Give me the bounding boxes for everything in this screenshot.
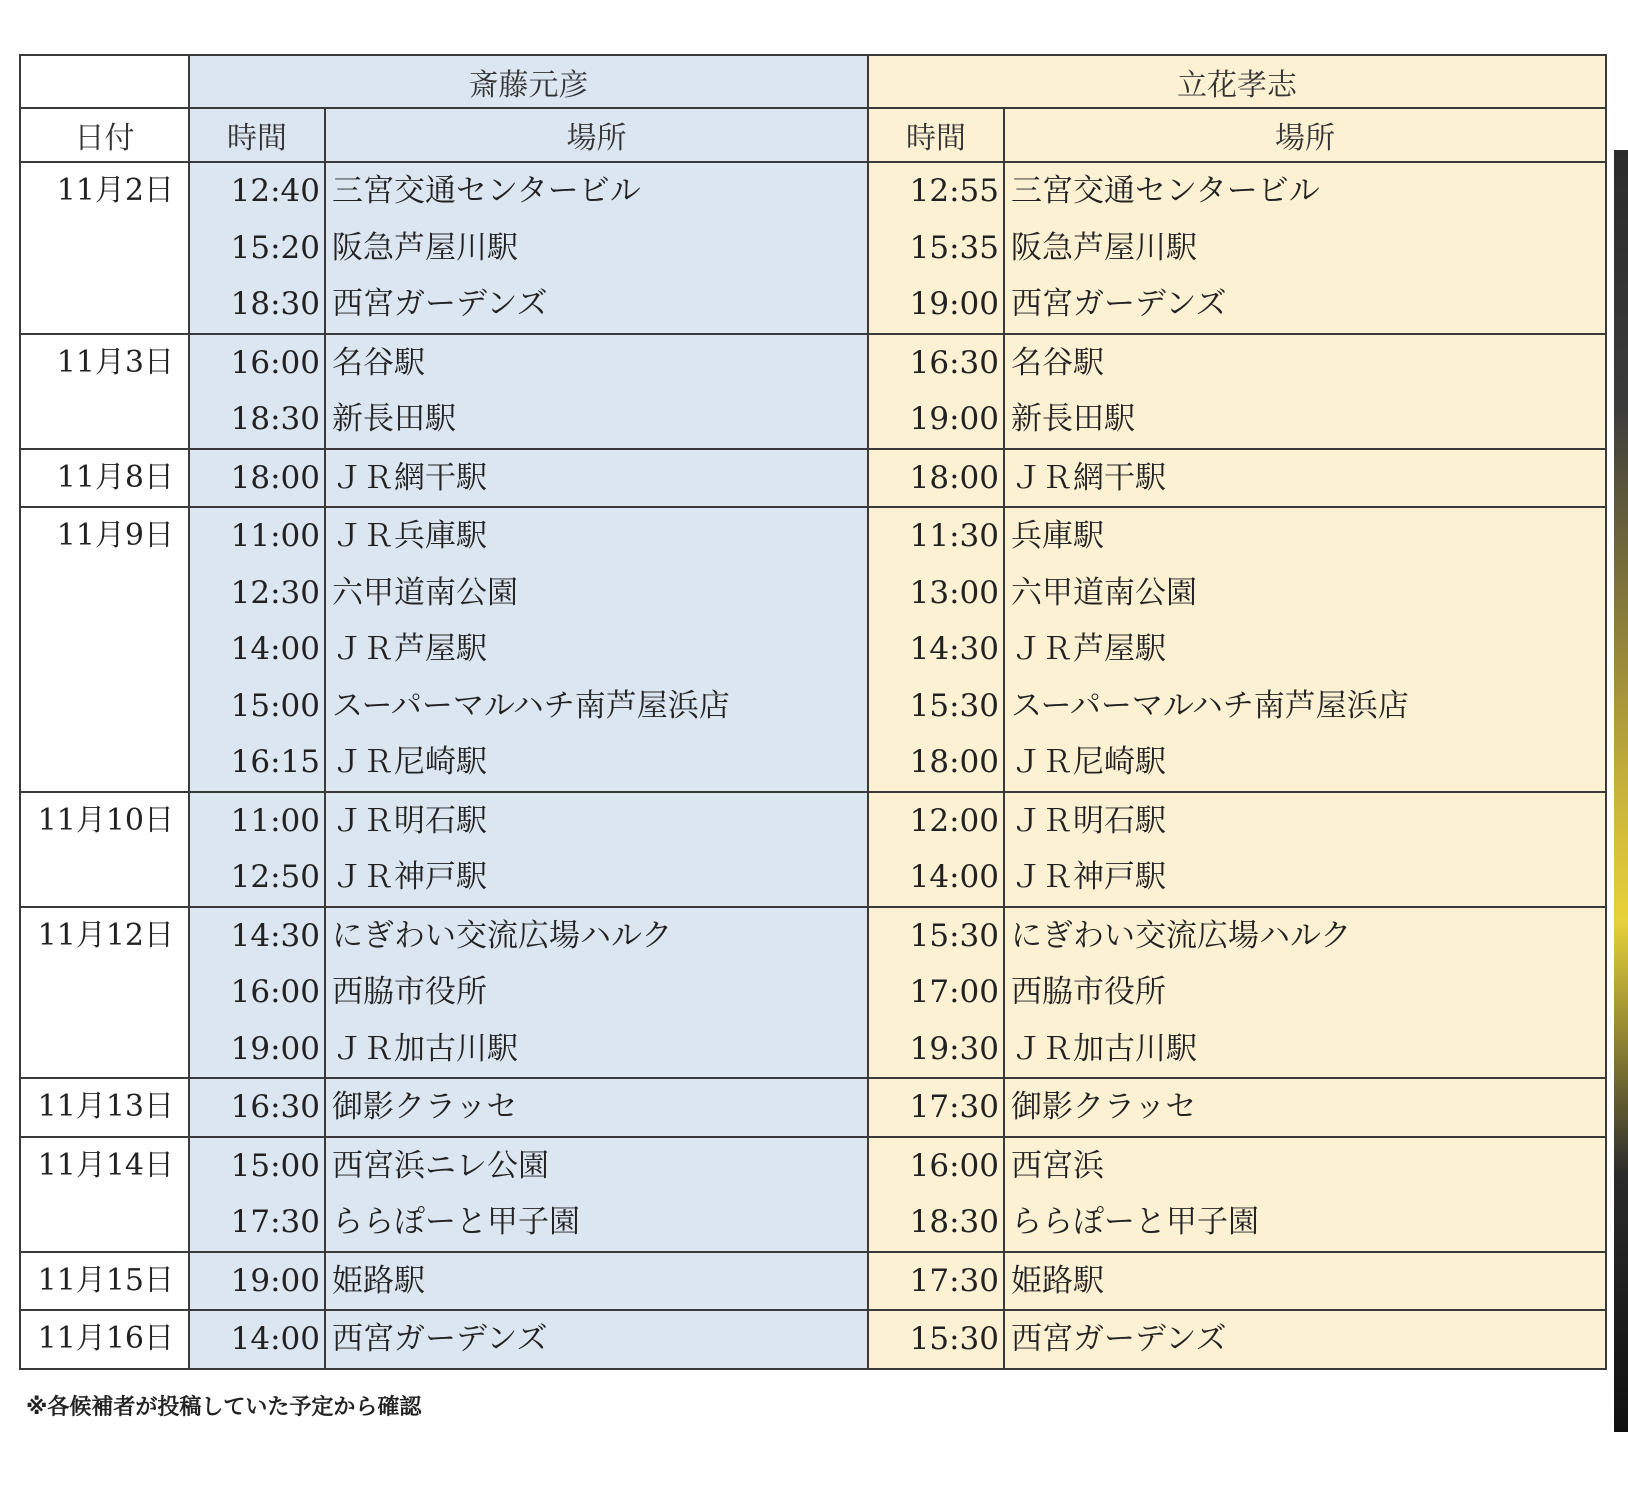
candidate-1-time-cell <box>189 334 325 449</box>
time-value: 15:30 <box>909 687 999 724</box>
time-value: 14:30 <box>909 631 999 667</box>
day-row <box>20 449 1606 508</box>
place-value: ＪＲ加古川駅 <box>1011 1030 1197 1067</box>
time-value: 15:35 <box>909 229 999 266</box>
place-value: ＪＲ神戸駅 <box>1011 859 1166 895</box>
time-value: 11:00 <box>230 802 320 839</box>
candidate-2-place-cell <box>1004 792 1606 907</box>
candidate-2-time-cell <box>868 792 1004 907</box>
candidate-1-time-header: 時間 <box>189 108 325 162</box>
time-value: 19:00 <box>230 1262 320 1299</box>
date-cell <box>20 162 189 334</box>
candidate-1-place-cell <box>325 792 868 907</box>
candidate-1-place-cell <box>325 162 868 334</box>
candidate-2-time-cell <box>868 1078 1004 1137</box>
date-cell <box>20 1310 189 1369</box>
date-label: 11月9日 <box>56 518 174 553</box>
corner-cell <box>20 55 189 108</box>
candidate-2-place-cell <box>1004 1252 1606 1311</box>
place-value: 西宮ガーデンズ <box>332 1321 548 1357</box>
candidate-2-time-cell <box>868 1310 1004 1369</box>
time-value: 17:00 <box>909 974 999 1010</box>
time-value: 16:30 <box>909 344 999 381</box>
time-value: 18:30 <box>230 286 320 322</box>
date-cell <box>20 1078 189 1137</box>
candidate-1-place-cell <box>325 1310 868 1369</box>
place-value: 西脇市役所 <box>1011 974 1166 1010</box>
candidate-2-place-cell <box>1004 1310 1606 1369</box>
time-value: 17:30 <box>909 1262 999 1299</box>
candidate-1-place-header: 場所 <box>325 108 868 162</box>
time-value: 19:00 <box>230 1030 320 1067</box>
candidate-1-time-cell <box>189 907 325 1079</box>
place-value: スーパーマルハチ南芦屋浜店 <box>1011 687 1409 724</box>
candidate-1-time-cell <box>189 1078 325 1137</box>
day-row <box>20 792 1606 907</box>
day-row <box>20 1252 1606 1311</box>
day-row <box>20 162 1606 334</box>
date-cell <box>20 334 189 449</box>
time-value: 12:55 <box>909 173 999 209</box>
place-value: ＪＲ神戸駅 <box>332 859 487 895</box>
place-value: 御影クラッセ <box>332 1089 518 1125</box>
candidate-1-place-cell <box>325 449 868 508</box>
time-value: 14:30 <box>230 917 320 954</box>
place-value: ららぽーと甲子園 <box>1011 1204 1259 1240</box>
place-value: 御影クラッセ <box>1011 1089 1197 1125</box>
place-value: 名谷駅 <box>1011 344 1104 381</box>
place-value: 阪急芦屋川駅 <box>1011 229 1197 266</box>
date-cell <box>20 449 189 508</box>
place-value: ＪＲ芦屋駅 <box>1011 631 1166 667</box>
place-value: ＪＲ加古川駅 <box>332 1030 518 1067</box>
place-value: ＪＲ芦屋駅 <box>332 631 487 667</box>
date-cell <box>20 792 189 907</box>
time-value: 15:00 <box>230 1147 320 1184</box>
time-value: 15:20 <box>230 229 320 266</box>
place-value: 西脇市役所 <box>332 974 487 1010</box>
time-value: 13:00 <box>909 574 999 611</box>
time-value: 16:00 <box>230 974 320 1010</box>
candidate-2-place-cell <box>1004 1137 1606 1252</box>
time-value: 12:00 <box>909 802 999 839</box>
place-value: スーパーマルハチ南芦屋浜店 <box>332 687 730 724</box>
day-row <box>20 1137 1606 1252</box>
place-value: にぎわい交流広場ハルク <box>332 917 673 954</box>
place-value: 姫路駅 <box>1011 1262 1104 1299</box>
time-value: 18:30 <box>230 401 320 437</box>
date-cell <box>20 1137 189 1252</box>
candidate-1-place-cell <box>325 1078 868 1137</box>
time-value: 12:40 <box>230 173 320 209</box>
date-label: 11月14日 <box>37 1147 174 1183</box>
place-value: ＪＲ網干駅 <box>332 459 487 496</box>
time-value: 16:00 <box>230 344 320 381</box>
candidate-2-time-cell <box>868 1137 1004 1252</box>
place-value: 西宮ガーデンズ <box>1011 286 1227 322</box>
candidate-1-time-cell <box>189 162 325 334</box>
candidate-1-place-cell <box>325 1252 868 1311</box>
candidate-1-time-cell <box>189 1137 325 1252</box>
cropped-photo-edge <box>1614 150 1628 1432</box>
time-value: 11:00 <box>230 518 320 554</box>
time-value: 16:30 <box>230 1089 320 1125</box>
candidate-1-place-cell <box>325 907 868 1079</box>
date-cell <box>20 907 189 1079</box>
date-label: 11月2日 <box>56 173 174 208</box>
time-value: 12:30 <box>230 574 320 611</box>
place-value: 西宮ガーデンズ <box>332 286 548 322</box>
candidate-2-place-cell <box>1004 907 1606 1079</box>
candidate-1-time-cell <box>189 449 325 508</box>
candidate-2-time-cell <box>868 1252 1004 1311</box>
day-row <box>20 334 1606 449</box>
time-value: 15:30 <box>909 1321 999 1357</box>
place-value: にぎわい交流広場ハルク <box>1011 917 1352 954</box>
date-label: 11月10日 <box>37 802 174 838</box>
place-value: 西宮浜 <box>1011 1147 1104 1184</box>
place-value: ＪＲ明石駅 <box>1011 802 1166 839</box>
time-value: 14:00 <box>909 859 999 895</box>
schedule-body <box>20 162 1606 1369</box>
date-label: 11月13日 <box>37 1089 174 1124</box>
footnote: ※各候補者が投稿していた予定から確認 <box>26 1395 422 1420</box>
time-value: 17:30 <box>909 1089 999 1125</box>
place-value: ＪＲ尼崎駅 <box>1011 744 1166 780</box>
time-value: 18:00 <box>909 744 999 780</box>
date-label: 11月16日 <box>37 1321 174 1356</box>
place-value: ＪＲ兵庫駅 <box>332 518 487 554</box>
place-value: 三宮交通センタービル <box>332 173 641 209</box>
date-label: 11月3日 <box>56 344 174 380</box>
candidate-2-time-cell <box>868 449 1004 508</box>
day-row <box>20 1310 1606 1369</box>
candidate-2-time-cell <box>868 907 1004 1079</box>
time-value: 12:50 <box>230 859 320 895</box>
date-label: 11月15日 <box>37 1262 174 1298</box>
time-value: 18:00 <box>909 459 999 496</box>
day-row <box>20 507 1606 792</box>
date-cell <box>20 1252 189 1311</box>
candidate-1-place-cell <box>325 334 868 449</box>
candidate-2-time-header: 時間 <box>868 108 1004 162</box>
schedule-table <box>19 54 1607 1370</box>
candidate-2-place-cell <box>1004 507 1606 792</box>
time-value: 18:00 <box>230 459 320 496</box>
place-value: ららぽーと甲子園 <box>332 1204 580 1240</box>
candidate-2-time-cell <box>868 507 1004 792</box>
place-value: 六甲道南公園 <box>1011 574 1197 611</box>
candidate-1-place-cell <box>325 1137 868 1252</box>
candidate-2-place-header: 場所 <box>1004 108 1606 162</box>
day-row <box>20 1078 1606 1137</box>
candidate-2-header: 立花孝志 <box>868 55 1606 108</box>
time-value: 15:30 <box>909 917 999 954</box>
place-value: 三宮交通センタービル <box>1011 173 1320 209</box>
candidate-2-place-cell <box>1004 162 1606 334</box>
candidate-1-time-cell <box>189 1310 325 1369</box>
place-value: 新長田駅 <box>1011 401 1135 437</box>
candidate-1-header: 斎藤元彦 <box>189 55 868 108</box>
time-value: 19:00 <box>909 401 999 437</box>
candidate-2-place-cell <box>1004 1078 1606 1137</box>
place-value: ＪＲ網干駅 <box>1011 459 1166 496</box>
candidate-1-place-cell <box>325 507 868 792</box>
candidate-2-place-cell <box>1004 334 1606 449</box>
date-label: 11月12日 <box>37 917 174 953</box>
candidate-2-time-cell <box>868 334 1004 449</box>
time-value: 18:30 <box>909 1204 999 1240</box>
place-value: 新長田駅 <box>332 401 456 437</box>
time-value: 16:15 <box>230 744 320 780</box>
place-value: 兵庫駅 <box>1011 518 1104 554</box>
time-value: 11:30 <box>909 518 999 554</box>
date-cell <box>20 507 189 792</box>
place-value: ＪＲ尼崎駅 <box>332 744 487 780</box>
time-value: 17:30 <box>230 1204 320 1240</box>
day-row <box>20 907 1606 1079</box>
place-value: 六甲道南公園 <box>332 574 518 611</box>
candidate-2-time-cell <box>868 162 1004 334</box>
place-value: 阪急芦屋川駅 <box>332 229 518 266</box>
candidate-1-time-cell <box>189 792 325 907</box>
candidate-1-time-cell <box>189 507 325 792</box>
place-value: 姫路駅 <box>332 1262 425 1299</box>
time-value: 16:00 <box>909 1147 999 1184</box>
place-value: 西宮ガーデンズ <box>1011 1321 1227 1357</box>
time-value: 15:00 <box>230 687 320 724</box>
date-header: 日付 <box>20 108 189 162</box>
date-label: 11月8日 <box>56 459 174 495</box>
place-value: 名谷駅 <box>332 344 425 381</box>
time-value: 19:30 <box>909 1030 999 1067</box>
candidate-1-time-cell <box>189 1252 325 1311</box>
time-value: 14:00 <box>230 1321 320 1357</box>
place-value: 西宮浜ニレ公園 <box>332 1147 549 1184</box>
time-value: 14:00 <box>230 631 320 667</box>
candidate-2-place-cell <box>1004 449 1606 508</box>
place-value: ＪＲ明石駅 <box>332 802 487 839</box>
time-value: 19:00 <box>909 286 999 322</box>
